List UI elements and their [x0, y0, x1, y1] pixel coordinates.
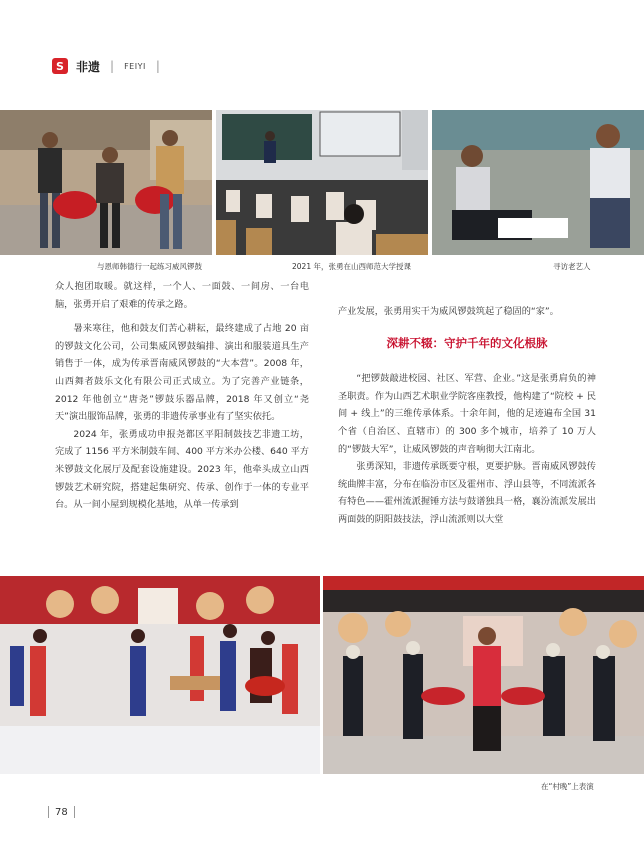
paragraph: 2024 年，张勇成功申报尧都区平阳制鼓技艺非遗工坊，完成了 1156 平方米制鼓车间、400 平方米办公楼、640 平方米锣鼓文化展厅及配套设施建设。2023 年，他牵头成立山西锣鼓艺术研究院，搭建起集研究、传承、创作于一体的专业平台。从一间小屋到规模化基地，从单一传承到: [55, 428, 309, 511]
photo-practice-image: [0, 110, 212, 255]
paragraph: 张勇深知，非遗传承既要守根，更要护脉。晋南威风锣鼓传统曲牌丰富，分布在临汾市区及霍州市、浮山县等，不同流派各有特色——霍州流派握锤方法与鼓谱独具一格，襄汾流派发展出两面鼓的阴阳鼓技法，浮山流派则以大堂: [338, 461, 596, 525]
photo-visiting-elder-artist: [432, 110, 644, 255]
photo-caption: 与恩师韩德行一起练习威风锣鼓: [97, 262, 202, 271]
page-number-divider: [74, 806, 75, 818]
paragraph: “把锣鼓敲进校园、社区、军营、企业。”这是张勇肩负的神圣职责。作为山西艺术职业学院客座教授，他构建了“院校 + 民间 + 线上”的三维传承体系。十余年间，他的足迹遍布全国 31 个省（自治区、直辖市）的 300 多个城市，培养了 10 万人的“锣鼓大军”，让威风锣鼓的声音响彻大江南北。: [338, 373, 596, 455]
magazine-logo-icon: S: [52, 58, 68, 74]
header-divider-end: |: [155, 59, 160, 73]
photo-practice-with-mentor: [0, 110, 212, 255]
page-number-divider: [48, 806, 49, 818]
header-divider: |: [110, 59, 115, 73]
paragraph: 众人抱团取暖。就这样，一个人、一面鼓、一间房、一台电脑，张勇开启了艰难的传承之路。: [55, 281, 309, 310]
photo-stage-image-left: [0, 576, 320, 774]
page-header: [52, 56, 170, 76]
photo-university-lecture: [216, 110, 428, 255]
paragraph: 暑来寒往，他和鼓友们苦心耕耘，最终建成了占地 20 亩的锣鼓文化公司，公司集威风锣鼓编排、演出和服装道具生产销售于一体，成为传承晋南威风锣鼓的“大本营”。2008 年，山西舞者鼓乐文化有限公司正式成立。为了完善产业链条，2012 年他创立“唐尧”锣鼓乐器品牌，2018 年又创立“尧天”演出服饰品牌，张勇的非遗传承事业有了坚实依托。: [55, 323, 309, 423]
page-number: [48, 806, 75, 818]
page-number-text: 78: [55, 806, 68, 818]
photo-elder-image: [432, 110, 644, 255]
article-right-column: [338, 303, 596, 529]
paragraph: 产业发展，张勇用实干为威风锣鼓筑起了稳固的“家”。: [338, 306, 559, 317]
article-left-column: [55, 278, 309, 514]
photo-caption: 寻访老艺人: [553, 262, 591, 271]
section-title-en: FEIYI: [124, 61, 146, 71]
section-title: 非遗: [76, 59, 101, 74]
photo-lecture-image: [216, 110, 428, 255]
photo-stage-performance-left: [0, 576, 320, 774]
photo-caption: 2021 年，张勇在山西师范大学授课: [292, 262, 411, 271]
section-subheading: 深耕不辍：守护千年的文化根脉: [386, 335, 548, 350]
photo-caption: 在“村晚”上表演: [541, 782, 594, 791]
photo-gala-image: [323, 576, 644, 774]
photo-village-gala-performance: [323, 576, 644, 774]
